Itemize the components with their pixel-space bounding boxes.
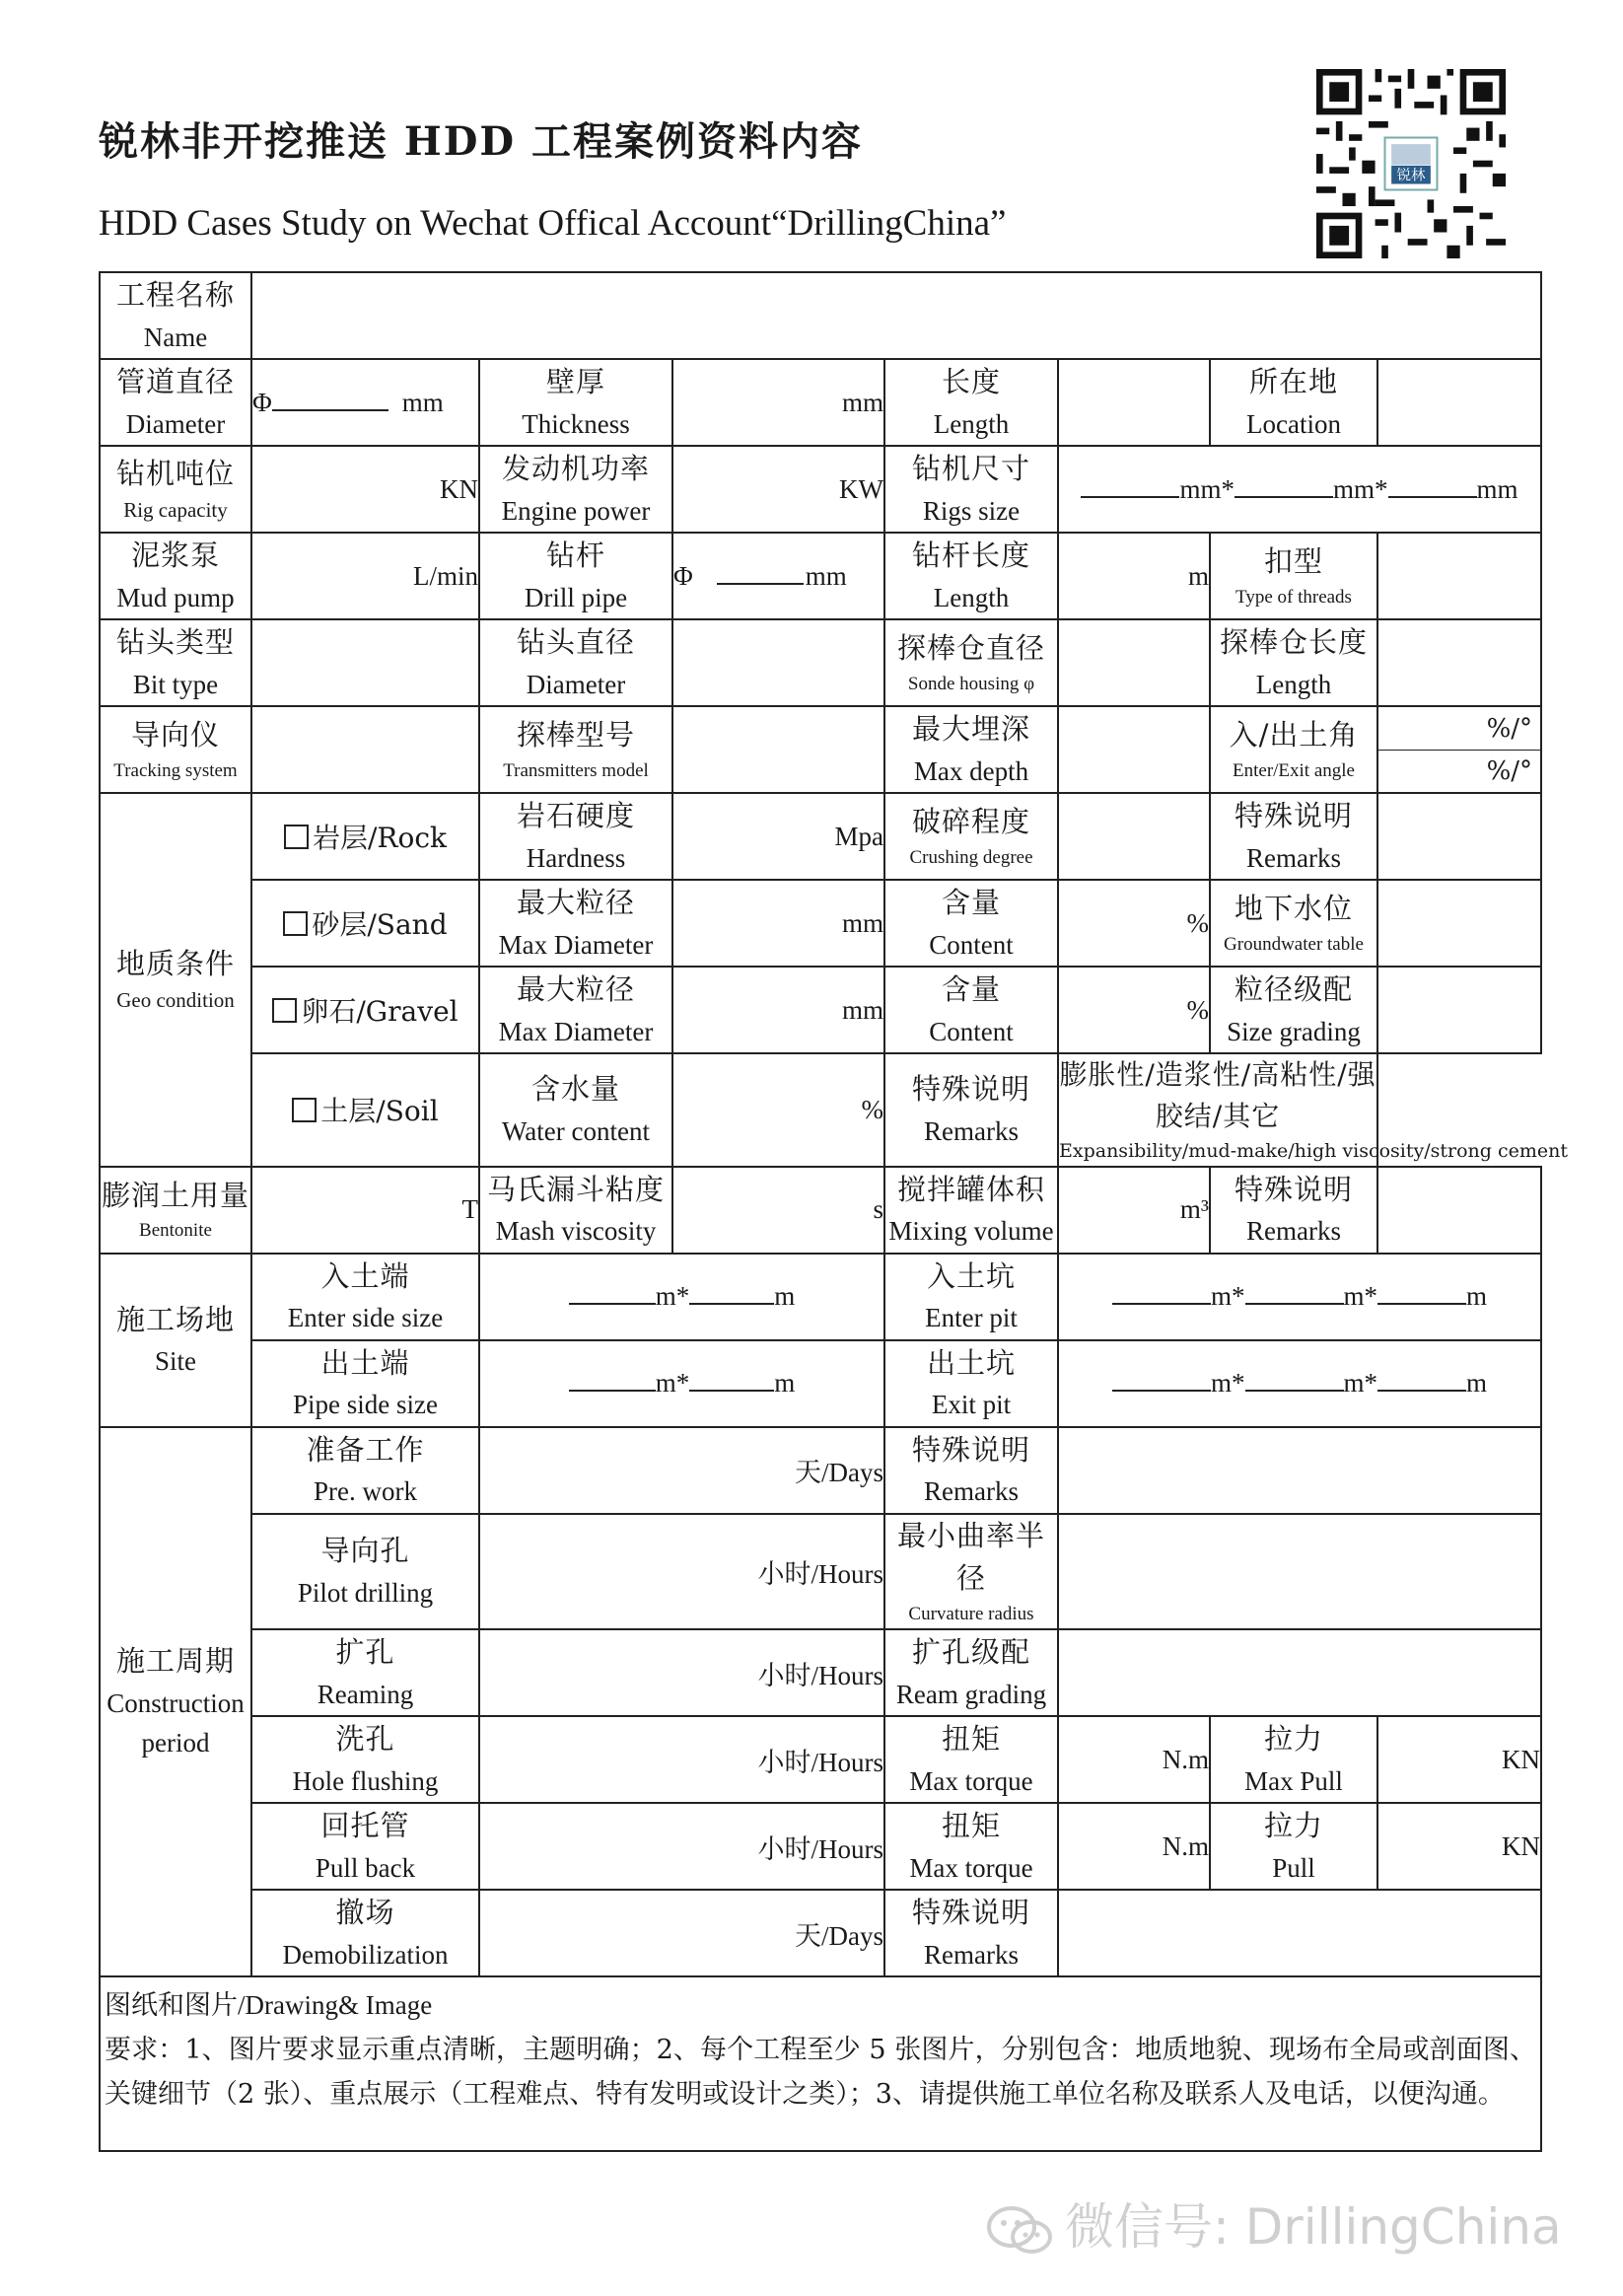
checkbox-icon [292, 1098, 317, 1122]
size-grading-field[interactable] [1377, 967, 1541, 1053]
qr-code-icon [1316, 69, 1506, 258]
checkbox-icon [284, 825, 309, 849]
curvature-radius-field[interactable] [1058, 1514, 1541, 1630]
bentonite-remarks-field[interactable] [1377, 1167, 1541, 1254]
demobilization-field[interactable]: 天/Days [479, 1890, 884, 1976]
groundwater-field[interactable] [1377, 880, 1541, 967]
bentonite-field[interactable]: T [251, 1167, 479, 1254]
pull-field[interactable]: KN [1377, 1803, 1541, 1890]
bit-type-field[interactable] [251, 619, 479, 706]
mash-viscosity-field[interactable]: s [672, 1167, 884, 1254]
pre-work-remarks-field[interactable] [1058, 1427, 1541, 1514]
checkbox-icon [272, 998, 297, 1023]
crushing-field[interactable] [1058, 793, 1210, 880]
exit-pit-field[interactable]: m* m* m [1058, 1340, 1541, 1427]
drawing-title: 图纸和图片/Drawing& Image [105, 1990, 433, 2020]
gravel-content-field[interactable]: % [1058, 967, 1210, 1053]
max-depth-field[interactable] [1058, 706, 1210, 793]
checkbox-icon [283, 911, 308, 936]
svg-text:锐林: 锐林 [1396, 167, 1426, 184]
pullback-torque-field[interactable]: N.m [1058, 1803, 1210, 1890]
water-content-field[interactable]: % [672, 1053, 884, 1167]
period-label: 施工周期 Construction period [100, 1427, 251, 1977]
sonde-diameter-field[interactable] [1058, 619, 1210, 706]
mud-pump-field[interactable]: L/min [251, 533, 479, 619]
page-title: 锐林非开挖推送 HDD 工程案例资料内容 [99, 118, 864, 165]
page-subtitle: HDD Cases Study on Wechat Offical Account“DrillingChina” [99, 203, 1007, 244]
ream-grading-field[interactable] [1058, 1629, 1541, 1716]
thickness-field[interactable]: mm [672, 359, 884, 446]
watermark: 微信号: DrillingChina [986, 2188, 1562, 2259]
drill-pipe-field[interactable]: Φ mm [672, 533, 884, 619]
gravel-checkbox[interactable]: 卵石/Gravel [251, 967, 479, 1053]
rigs-size-field[interactable]: mm* mm* mm [1058, 446, 1541, 533]
case-info-form: 工程名称 Name 管道直径 Diameter Φ mm 壁厚 Thickness mm 长度 Length 所在地 Location 钻机吨位 Rig capacity KN 发动机功率 Engine power KW 钻机尺寸 Rigs size mm* mm* mm 泥浆泵 Mud pump L/min 钻杆 Drill pipe Φ mm 钻杆长度 Length m 扣型 Type of threads 钻头类型 Bit type 钻头直径 Diameter 探棒仓直径 Sonde housing φ 探棒仓长度 Length 导向仪 Tracking system 探棒型号 Transmitters model 最大埋深 Max depth 入/出土角 Enter/Exit angle %/° %/° 地质条件 Geo condition 岩层/Rock 岩石硬度 Hardness Mpa 破碎程度 Crushing degree 特殊说明 Remarks 砂层/Sand 最大粒径 Max Diameter mm 含量 Content % 地下水位 Groundwater table 卵石/Gravel 最大粒径 Max Diameter mm 含量 Content % 粒径级配 Size grading 土层/Soil 含水量 Water content % 特殊说明 Remarks 膨胀性/造浆性/高粘性/强胶结/其它 Expansibility/mud-make/high viscosity/strong cement 膨润土用量 Bentonite T 马氏漏斗粘度 Mash viscosity s 搅拌罐体积 Mixing volume m³ 特殊说明 Remarks 施工场地 Site 入土端 Enter side size m* m 入土坑 Enter pit m* m* m 出土端 Pipe side size m* m 出土坑 Exit pit m* m* m 施工周期 Construction period 准备工作 Pre. work 天/Days 特殊说明 Remarks 导向孔 Pilot drilling 小时/Hours 最小曲率半径 Curvature radius 扩孔 Reaming 小时/Hours 扩孔级配 Ream grading 洗孔 Hole flushing 小时/Hours 扭矩 Max torque N.m 拉力 Max Pull KN 回托管 Pull back 小时/Hours 扭矩 Max torque N.m 拉力 Pull KN 撤场 Demobilization 天/Days 特殊说明 Remarks 图纸和图片/Drawing& Image 要求：1、图片要求显示重点清晰，主题明确；2、每个工程至少 5 张图片，分别包含：地质地貌、现场布全局或剖面图、关键细节（2 张）、重点展示（工程难点、特有发明或设计之类）；3、请提供施工单位名称及联系人及电话，以便沟通。 [99, 271, 1542, 2152]
pre-work-field[interactable]: 天/Days [479, 1427, 884, 1514]
mixing-volume-field[interactable]: m³ [1058, 1167, 1210, 1254]
bit-diameter-field[interactable] [672, 619, 884, 706]
thread-type-field[interactable] [1377, 533, 1541, 619]
gravel-diameter-field[interactable]: mm [672, 967, 884, 1053]
max-pull-field[interactable]: KN [1377, 1716, 1541, 1803]
hole-flushing-field[interactable]: 小时/Hours [479, 1716, 884, 1803]
transmitter-model-field[interactable] [672, 706, 884, 793]
engine-power-field[interactable]: KW [672, 446, 884, 533]
wechat-icon [986, 2205, 1055, 2257]
location-field[interactable] [1377, 359, 1541, 446]
sand-diameter-field[interactable]: mm [672, 880, 884, 967]
sand-checkbox[interactable]: 砂层/Sand [251, 880, 479, 967]
name-field[interactable] [251, 272, 1541, 359]
rock-remarks-field[interactable] [1377, 793, 1541, 880]
enter-side-size-field[interactable]: m* m [479, 1254, 884, 1340]
pipe-length-field[interactable]: m [1058, 533, 1210, 619]
demob-remarks-field[interactable] [1058, 1890, 1541, 1976]
reaming-field[interactable]: 小时/Hours [479, 1629, 884, 1716]
pipe-diameter-field[interactable]: Φ mm [251, 359, 479, 446]
enter-pit-field[interactable]: m* m* m [1058, 1254, 1541, 1340]
sand-content-field[interactable]: % [1058, 880, 1210, 967]
soil-remarks-field[interactable]: 膨胀性/造浆性/高粘性/强胶结/其它 Expansibility/mud-make/high viscosity/strong cement [1058, 1053, 1377, 1167]
pull-back-field[interactable]: 小时/Hours [479, 1803, 884, 1890]
drawing-requirements: 要求：1、图片要求显示重点清晰，主题明确；2、每个工程至少 5 张图片，分别包含：地质地貌、现场布全局或剖面图、关键细节（2 张）、重点展示（工程难点、特有发明或设计之类）；3、请提供施工单位名称及联系人及电话，以便沟通。 [105, 2035, 1537, 2110]
drawing-image-section[interactable] [100, 1976, 1541, 2151]
sonde-length-field[interactable] [1377, 619, 1541, 706]
hardness-field[interactable]: Mpa [672, 793, 884, 880]
site-label: 施工场地 Site [100, 1254, 251, 1427]
geo-condition-label: 地质条件 Geo condition [100, 793, 251, 1167]
flush-torque-field[interactable]: N.m [1058, 1716, 1210, 1803]
name-label: 工程名称 Name [100, 272, 251, 359]
soil-checkbox[interactable]: 土层/Soil [251, 1053, 479, 1167]
tracking-system-field[interactable] [251, 706, 479, 793]
exit-angle-field[interactable]: %/° [1486, 755, 1533, 786]
enter-angle-field[interactable]: %/° [1378, 708, 1540, 751]
rig-capacity-field[interactable]: KN [251, 446, 479, 533]
rock-checkbox[interactable]: 岩层/Rock [251, 793, 479, 880]
pipe-side-size-field[interactable]: m* m [479, 1340, 884, 1427]
pilot-drilling-field[interactable]: 小时/Hours [479, 1514, 884, 1630]
length-field[interactable] [1058, 359, 1210, 446]
